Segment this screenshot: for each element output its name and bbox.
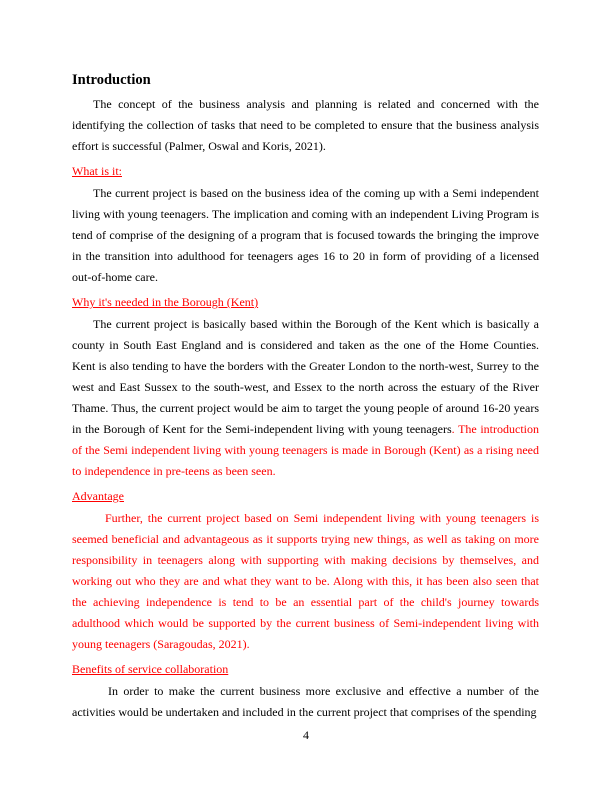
what-is-it-paragraph: The current project is based on the business idea of the coming up with a Semi independent living with young teenagers. The implication and coming with an independent Living Program is tend of comprise of the designing of a program that is focused towards the bringing the improve in the transition into adulthood for teenagers ages 16 to 20 in form of providing of a licensed out-of-home care.	[72, 186, 539, 284]
subheading-what-is-it: What is it:	[72, 164, 122, 178]
why-needed-paragraph	[72, 314, 539, 482]
subheading-why-needed: Why it's needed in the Borough (Kent)	[72, 295, 259, 309]
document-page	[72, 70, 539, 723]
section-heading-introduction: Introduction	[72, 72, 151, 88]
page-number: 4	[303, 728, 309, 742]
advantage-paragraph: Further, the current project based on Semi independent living with young teenagers is seemed beneficial and advantageous as it supports trying new things, as well as taking on more responsibility in teenagers along with supporting with making decisions by themselves, and working out who they are and what they want to be. Along with this, it has been also seen that the achieving independence is tend to be an essential part of the child's journey towards adulthood which would be supported by the current business of Semi-independent living with young teenagers (Saragoudas, 2021).	[72, 511, 539, 651]
introduction-paragraph: The concept of the business analysis and planning is related and concerned with the identifying the collection of tasks that need to be completed to ensure that the business analysis effort is successful (Palmer, Oswal and Koris, 2021).	[72, 97, 539, 153]
subheading-advantage: Advantage	[72, 489, 124, 503]
why-needed-highlighted-text: . The introduction of the Semi independent living with young teenagers is made in Borough (Kent) as a rising need to independence in pre-teens as been seen.	[72, 422, 539, 478]
subheading-benefits: Benefits of service collaboration	[72, 662, 229, 676]
why-needed-text: The current project is basically based within the Borough of the Kent which is basically a county in South East England and is considered and taken as the one of the Home Counties. Kent is also tending to have the borders with the Greater London to the north-west, Surrey to the west and East Sussex to the south-west, and Essex to the north across the estuary of the River Thame. Thus, the current project would be aim to target the young people of around 16-20 years in the Borough of Kent for the Semi-independent living with young teenagers	[72, 317, 539, 436]
benefits-paragraph: In order to make the current business more exclusive and effective a number of the activities would be undertaken and included in the current project that comprises of the spending	[72, 684, 539, 719]
